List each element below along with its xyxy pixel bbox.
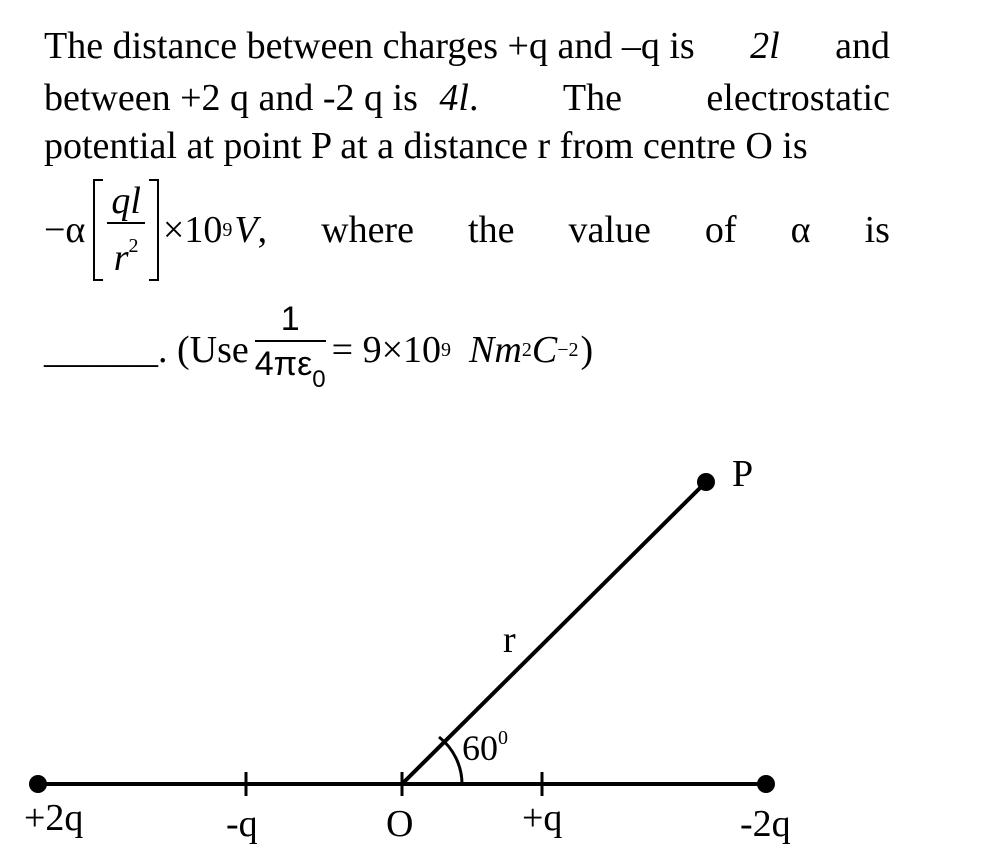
line1-post: and: [835, 25, 890, 67]
label-minus-q: -q: [226, 803, 258, 845]
var-4l: 4l: [439, 77, 469, 119]
radius-line: [402, 482, 706, 784]
charge-minus-2q-dot: [757, 775, 775, 793]
word-the: the: [468, 209, 515, 251]
answer-blank: ______: [44, 329, 158, 371]
line3-text: potential at point P at a distance r from centre O is: [44, 125, 808, 167]
line2-electrostatic: electrostatic: [706, 77, 890, 119]
label-angle-degree: 0: [498, 727, 508, 749]
neg-alpha: −α: [44, 209, 86, 251]
label-angle: [462, 727, 508, 768]
unit-v: V: [234, 209, 258, 251]
unit-c: C: [531, 329, 558, 371]
line2-pre: between +2 q and -2 q is: [44, 77, 418, 119]
charge-plus-2q-dot: [29, 775, 47, 793]
times-ten: ×10: [162, 209, 223, 251]
word-where: where: [321, 209, 414, 251]
const-den-main: 4πε: [254, 345, 313, 383]
word-is: is: [864, 209, 890, 251]
label-minus-2q: -2q: [740, 803, 791, 845]
line2-dot: .: [468, 77, 479, 119]
word-of: of: [704, 209, 737, 251]
word-value: value: [568, 209, 651, 251]
unit-exp-2: 2: [521, 339, 532, 361]
use-open: . (Use: [158, 329, 249, 371]
const-den-sub: 0: [312, 366, 326, 393]
label-angle-value: 60: [462, 728, 498, 768]
comma: ,: [257, 209, 268, 251]
line1-pre: The distance between charges +q and –q is: [44, 25, 695, 67]
frac-den-exp: 2: [128, 235, 139, 257]
exp-nine: 9: [222, 219, 233, 241]
line2-the: The: [562, 77, 622, 119]
frac-den-r: r: [113, 237, 129, 279]
close-paren: ): [580, 329, 594, 371]
frac-num-ql: ql: [107, 180, 145, 224]
unit-nm: Nm: [469, 329, 522, 371]
exp-nine-const: 9: [441, 339, 452, 361]
var-2l: 2l: [750, 25, 780, 67]
label-plus-q: +q: [522, 797, 563, 839]
point-p-dot: [697, 473, 715, 491]
equals-value: = 9×10: [331, 329, 442, 371]
label-r: r: [503, 619, 516, 661]
const-num: 1: [255, 298, 326, 342]
unit-exp-neg2: −2: [557, 339, 579, 361]
label-plus-2q: +2q: [24, 797, 84, 839]
label-point-p: P: [732, 453, 754, 495]
label-origin: O: [386, 803, 414, 845]
word-alpha: α: [790, 209, 811, 251]
